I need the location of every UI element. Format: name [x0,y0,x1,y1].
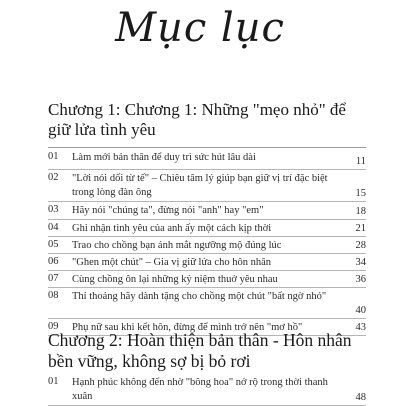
entry-title: Ghi nhận tình yêu của anh ấy một cách kịp thời [72,223,272,234]
toc-entry[interactable] [48,376,366,406]
entry-title: Phụ nữ sau khi kết hôn, đừng để mình trở nên "mơ hồ" [72,322,303,333]
toc-entry[interactable] [48,254,366,271]
toc-entry[interactable] [48,170,366,202]
chapter-1-divider [48,147,366,148]
toc-entry[interactable] [48,220,366,237]
entry-title: Trao cho chồng bạn ánh mắt ngưỡng mộ đúng lúc [72,240,282,251]
entry-page: 11 [355,156,366,167]
entry-title: "Ghen một chút" – Gia vị giữ lửa cho hôn nhân [72,257,272,268]
toc-entry[interactable] [48,151,366,170]
entry-page: 36 [355,274,366,285]
entry-number: 01 [48,376,59,387]
entry-page: 43 [355,322,366,333]
chapter-1-entries [48,151,366,336]
entry-number: 07 [48,273,59,284]
entry-title: Thỉ thoảng hãy dành tặng cho chồng một chút "bất ngờ nhỏ" [72,291,327,302]
entry-page: 15 [355,188,366,199]
entry-number: 05 [48,239,59,250]
toc-entry[interactable] [48,202,366,220]
entry-number: 04 [48,222,59,233]
page-title: Mục lục [115,5,285,51]
toc-entry[interactable] [48,288,366,319]
toc-entry[interactable] [48,237,366,254]
entry-title: Hạnh phúc không đến nhờ "bông hoa" nở rộ trong thời thanh xuân [72,377,328,402]
entry-page: 34 [355,257,366,268]
entry-page: 40 [355,305,366,316]
entry-page: 28 [355,240,366,251]
entry-page: 18 [355,206,366,217]
entry-page: 48 [355,392,366,403]
entry-title: Làm mới bản thân để duy trì sức hút lâu dài [72,152,256,163]
entry-number: 01 [48,151,59,162]
entry-number: 02 [48,172,59,183]
entry-title: Hãy nói "chúng ta", đừng nói "anh" hay "em" [72,205,264,216]
chapter-2-entries [48,376,366,406]
toc-entry[interactable] [48,271,366,288]
entry-title: "Lời nói dối từ tế" – Chiêu tâm lý giúp bạn giữ vị trí đặc biệt trong lòng đàn ông [72,173,328,198]
entry-number: 06 [48,256,59,267]
entry-page: 21 [355,223,366,234]
entry-title: Cùng chồng ôn lại những kỷ niệm thuở yêu nhau [72,274,278,285]
entry-number: 09 [48,321,59,332]
entry-number: 08 [48,290,59,301]
entry-number: 03 [48,204,59,215]
chapter-2-heading: Chương 2: Hoàn thiện bản thân - Hôn nhân bền vững, không sợ bị bỏ rơi [48,330,352,371]
chapter-1-heading: Chương 1: Chương 1: Những "mẹo nhỏ" để giữ lửa tình yêu [48,100,346,139]
